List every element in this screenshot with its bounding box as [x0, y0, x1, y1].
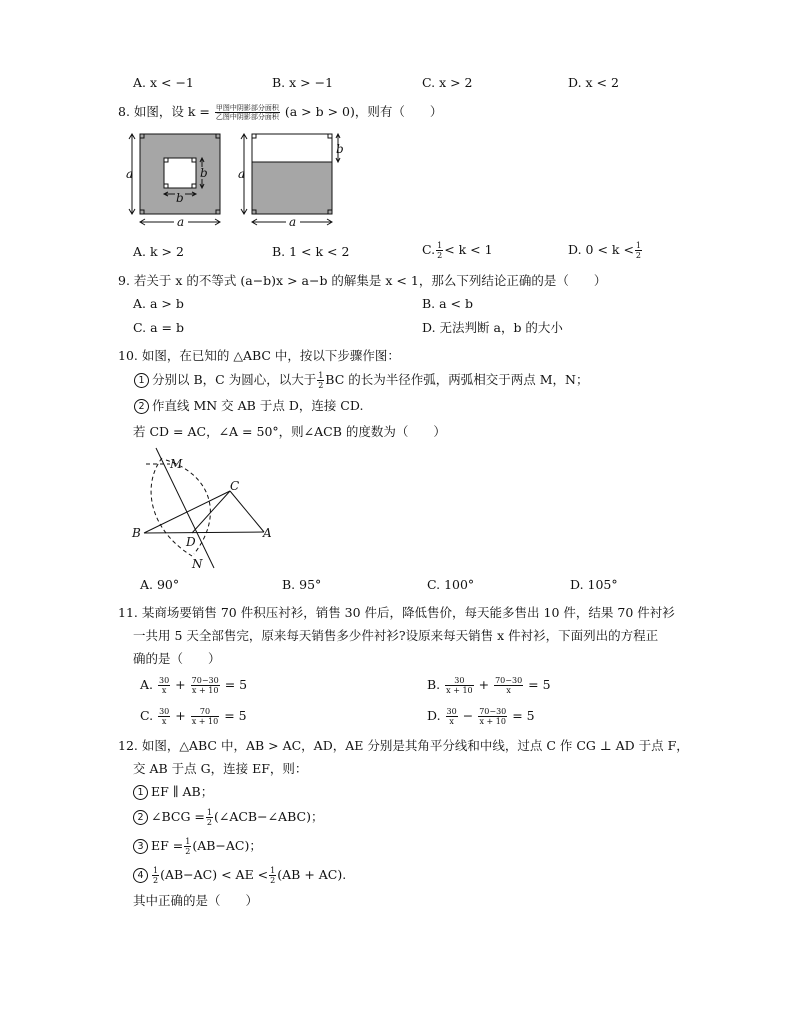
q10-step1-frac-num: 1	[318, 371, 324, 380]
q12-s4-number: 4	[133, 868, 148, 883]
q12-s4-post: (AB + AC).	[277, 867, 347, 882]
fig-yi-label-b: b	[336, 142, 344, 156]
q12-s2-frac-num: 1	[206, 808, 212, 817]
q11-line2: 一共用 5 天全部售完，原来每天销售多少件衬衫?设原来每天销售 x 件衬衫，下面列出的方程正	[133, 628, 659, 643]
q11-b-op: +	[478, 677, 490, 692]
q8-option-c-frac-den: 2	[437, 251, 443, 260]
q12-statement-2	[133, 808, 323, 827]
q12-s4-mid: (AB−AC) < AE <	[160, 867, 269, 882]
q11-option-b-frac1	[445, 676, 473, 695]
q12-s4-frac1	[152, 866, 159, 885]
q11-d-f2-num: 70−30	[479, 707, 507, 716]
q11-c-f1-num: 30	[159, 707, 170, 716]
q10-label-c: C	[230, 479, 240, 493]
fig-jia-label-b-bottom: b	[176, 191, 184, 205]
q11-option-a-label: A.	[140, 677, 154, 692]
q10-label-d: D	[186, 535, 196, 549]
q11-d-f2-den: x + 10	[479, 717, 506, 726]
q11-line1: 11. 某商场要销售 70 件积压衬衫，销售 30 件后，降低售价，每天能多售出 10 件，结果 70 件衬衫	[118, 605, 675, 620]
q10-figure	[130, 444, 280, 574]
q11-option-a-frac1	[158, 676, 170, 695]
fig-jia-label-a-bottom: a	[177, 215, 185, 228]
q10-stem: 10. 如图，在已知的 △ABC 中，按以下步骤作图：	[118, 348, 400, 363]
q11-option-a-frac2	[191, 676, 220, 695]
q8-frac-den: 乙图中阴影部分面积	[215, 113, 279, 121]
q10-condition: 若 CD = AC，∠A = 50°，则∠ACB 的度数为（ ）	[133, 424, 446, 439]
q10-option-c[interactable]: C. 100°	[427, 577, 475, 592]
q10-option-a[interactable]: A. 90°	[140, 577, 180, 592]
fig-jia-label-b-side: b	[200, 166, 208, 180]
fig-yi-shaded-rect	[252, 162, 332, 214]
q12-statement-1	[133, 783, 213, 801]
q12-s2-frac	[206, 808, 213, 827]
q8-option-a[interactable]: A. k > 2	[133, 244, 184, 259]
q11-c-rhs: = 5	[224, 708, 247, 723]
q11-b-f2-den: x	[506, 686, 511, 695]
q12-s4-frac2-num: 1	[270, 866, 276, 875]
q9-option-c[interactable]: C. a = b	[133, 320, 184, 335]
q11-d-f1-den: x	[449, 717, 454, 726]
q11-c-op: +	[175, 708, 186, 723]
q12-line2: 交 AB 于点 G，连接 EF，则：	[133, 761, 308, 776]
q10-step2	[134, 397, 363, 415]
q12-s2-number: 2	[133, 810, 148, 825]
q11-option-c[interactable]	[140, 707, 247, 726]
q12-statement-3	[133, 837, 262, 856]
fig-yi-label-a-bottom: a	[289, 215, 297, 228]
q11-a-f1-den: x	[161, 686, 167, 695]
q12-s4-frac2-den: 2	[270, 876, 276, 885]
q8-frac-num: 甲图中阴影部分面积	[215, 104, 279, 112]
fig-jia-label-a-side: a	[126, 167, 134, 181]
q12-s2-pre: ∠BCG =	[151, 809, 205, 824]
q8-stem	[118, 103, 442, 121]
q10-step2-text: 作直线 MN 交 AB 于点 D，连接 CD.	[152, 398, 364, 413]
q10-label-b: B	[132, 526, 141, 540]
q12-s4-frac2	[269, 866, 276, 885]
q7-option-c[interactable]: C. x > 2	[422, 75, 473, 90]
q8-option-c[interactable]	[422, 241, 493, 260]
q11-d-rhs: = 5	[512, 708, 535, 723]
q8-option-c-frac-num: 1	[437, 241, 443, 250]
q8-option-c-frac	[436, 241, 443, 260]
q11-option-d-label: D.	[427, 708, 441, 723]
q9-option-d[interactable]: D. 无法判断 a，b 的大小	[422, 320, 563, 335]
fig-yi-label-a-side: a	[238, 167, 246, 181]
q7-option-d[interactable]: D. x < 2	[568, 75, 619, 90]
q12-line1: 12. 如图，△ABC 中，AB > AC，AD，AE 分别是其角平分线和中线，过点 C 作 CG ⊥ AD 于点 F，	[118, 738, 689, 753]
q12-s3-frac-den: 2	[185, 847, 191, 856]
q10-step1-text-a: 分别以 B，C 为圆心，以大于	[152, 372, 317, 387]
q10-label-m: M	[170, 457, 183, 471]
q9-stem: 9. 若关于 x 的不等式 (a−b)x > a−b 的解集是 x < 1，那么下列结论正确的是（ ）	[118, 273, 607, 288]
q10-label-a: A	[263, 526, 272, 540]
q10-segment-ca	[230, 491, 264, 532]
q12-s2-frac-den: 2	[206, 818, 212, 827]
q11-b-f2-num: 70−30	[495, 676, 523, 685]
q11-line3: 确的是（ ）	[133, 651, 221, 666]
q12-s1-number: 1	[133, 785, 148, 800]
q11-option-c-frac1	[158, 707, 170, 726]
q11-a-f1-num: 30	[159, 676, 170, 685]
q10-segment-ba	[144, 532, 264, 533]
q12-s2-post: (∠ACB−∠ABC)；	[213, 809, 324, 824]
q11-a-f2-den: x + 10	[191, 686, 219, 695]
q12-s4-frac1-num: 1	[153, 866, 159, 875]
q11-c-f2-num: 70	[191, 707, 219, 717]
q11-option-d[interactable]	[427, 707, 535, 726]
q10-line-mn	[156, 448, 214, 568]
q11-d-f1-num: 30	[446, 707, 457, 716]
q10-step2-number: 2	[134, 399, 149, 414]
q12-s3-frac	[184, 837, 191, 856]
q8-option-c-rest: < k < 1	[444, 242, 493, 257]
q11-a-op: +	[175, 677, 186, 692]
q12-s1-text: EF ∥ AB；	[151, 784, 214, 799]
q10-segment-bc	[144, 491, 230, 533]
q8-figures	[124, 128, 344, 228]
q7-option-b[interactable]: B. x > −1	[272, 75, 334, 90]
q8-prefix: 8. 如图，设 k =	[118, 104, 210, 119]
q9-option-a[interactable]: A. a > b	[133, 296, 184, 311]
q10-label-n: N	[192, 557, 203, 571]
q10-segment-cd	[192, 491, 230, 533]
q8-option-d[interactable]	[568, 241, 643, 260]
q12-ending: 其中正确的是（ ）	[133, 893, 259, 908]
q10-step1	[134, 371, 588, 390]
q11-option-d-frac1	[446, 707, 458, 726]
q11-option-a[interactable]	[140, 676, 247, 695]
q11-option-b-label: B.	[427, 677, 441, 692]
q8-option-d-frac-num: 1	[635, 241, 642, 250]
q11-a-rhs: = 5	[224, 677, 248, 692]
q12-s3-pre: EF =	[151, 838, 184, 853]
q11-a-f2-num: 70−30	[191, 676, 219, 685]
q11-option-b[interactable]	[427, 676, 551, 695]
q7-option-a[interactable]: A. x < −1	[133, 75, 194, 90]
q11-option-b-frac2	[494, 676, 523, 695]
q11-option-c-label: C.	[140, 708, 154, 723]
q11-option-c-frac2	[191, 707, 219, 726]
q11-b-rhs: = 5	[528, 677, 551, 692]
q10-step1-frac-den: 2	[318, 381, 324, 390]
q10-option-b[interactable]: B. 95°	[282, 577, 322, 592]
q8-option-d-frac	[635, 241, 642, 260]
q8-fraction	[215, 104, 280, 121]
q8-option-b[interactable]: B. 1 < k < 2	[272, 244, 350, 259]
q10-option-d[interactable]: D. 105°	[570, 577, 618, 592]
q11-c-f2-den: x + 10	[191, 717, 219, 726]
q11-b-f1-den: x + 10	[446, 686, 473, 695]
q12-s4-frac1-den: 2	[153, 876, 159, 885]
q11-d-op: −	[462, 708, 474, 723]
q8-option-c-label: C.	[422, 242, 436, 257]
q10-step1-number: 1	[134, 373, 149, 388]
q8-option-d-frac-den: 2	[635, 251, 642, 260]
q11-b-f1-num: 30	[445, 676, 473, 686]
q8-option-d-label: D. 0 < k <	[568, 242, 634, 257]
q9-option-b[interactable]: B. a < b	[422, 296, 474, 311]
q11-c-f1-den: x	[161, 717, 167, 726]
q12-s3-frac-num: 1	[185, 837, 191, 846]
q12-s3-number: 3	[133, 839, 148, 854]
q11-option-d-frac2	[478, 707, 507, 726]
q12-statement-4	[133, 866, 346, 885]
q10-step1-text-b: BC 的长为半径作弧，两弧相交于两点 M，N；	[325, 372, 589, 387]
fig-jia-inner-square	[164, 158, 196, 188]
q10-step1-frac	[317, 371, 324, 390]
q8-suffix: (a > b > 0)，则有（ ）	[284, 104, 443, 119]
q12-s3-post: (AB−AC)；	[192, 838, 262, 853]
